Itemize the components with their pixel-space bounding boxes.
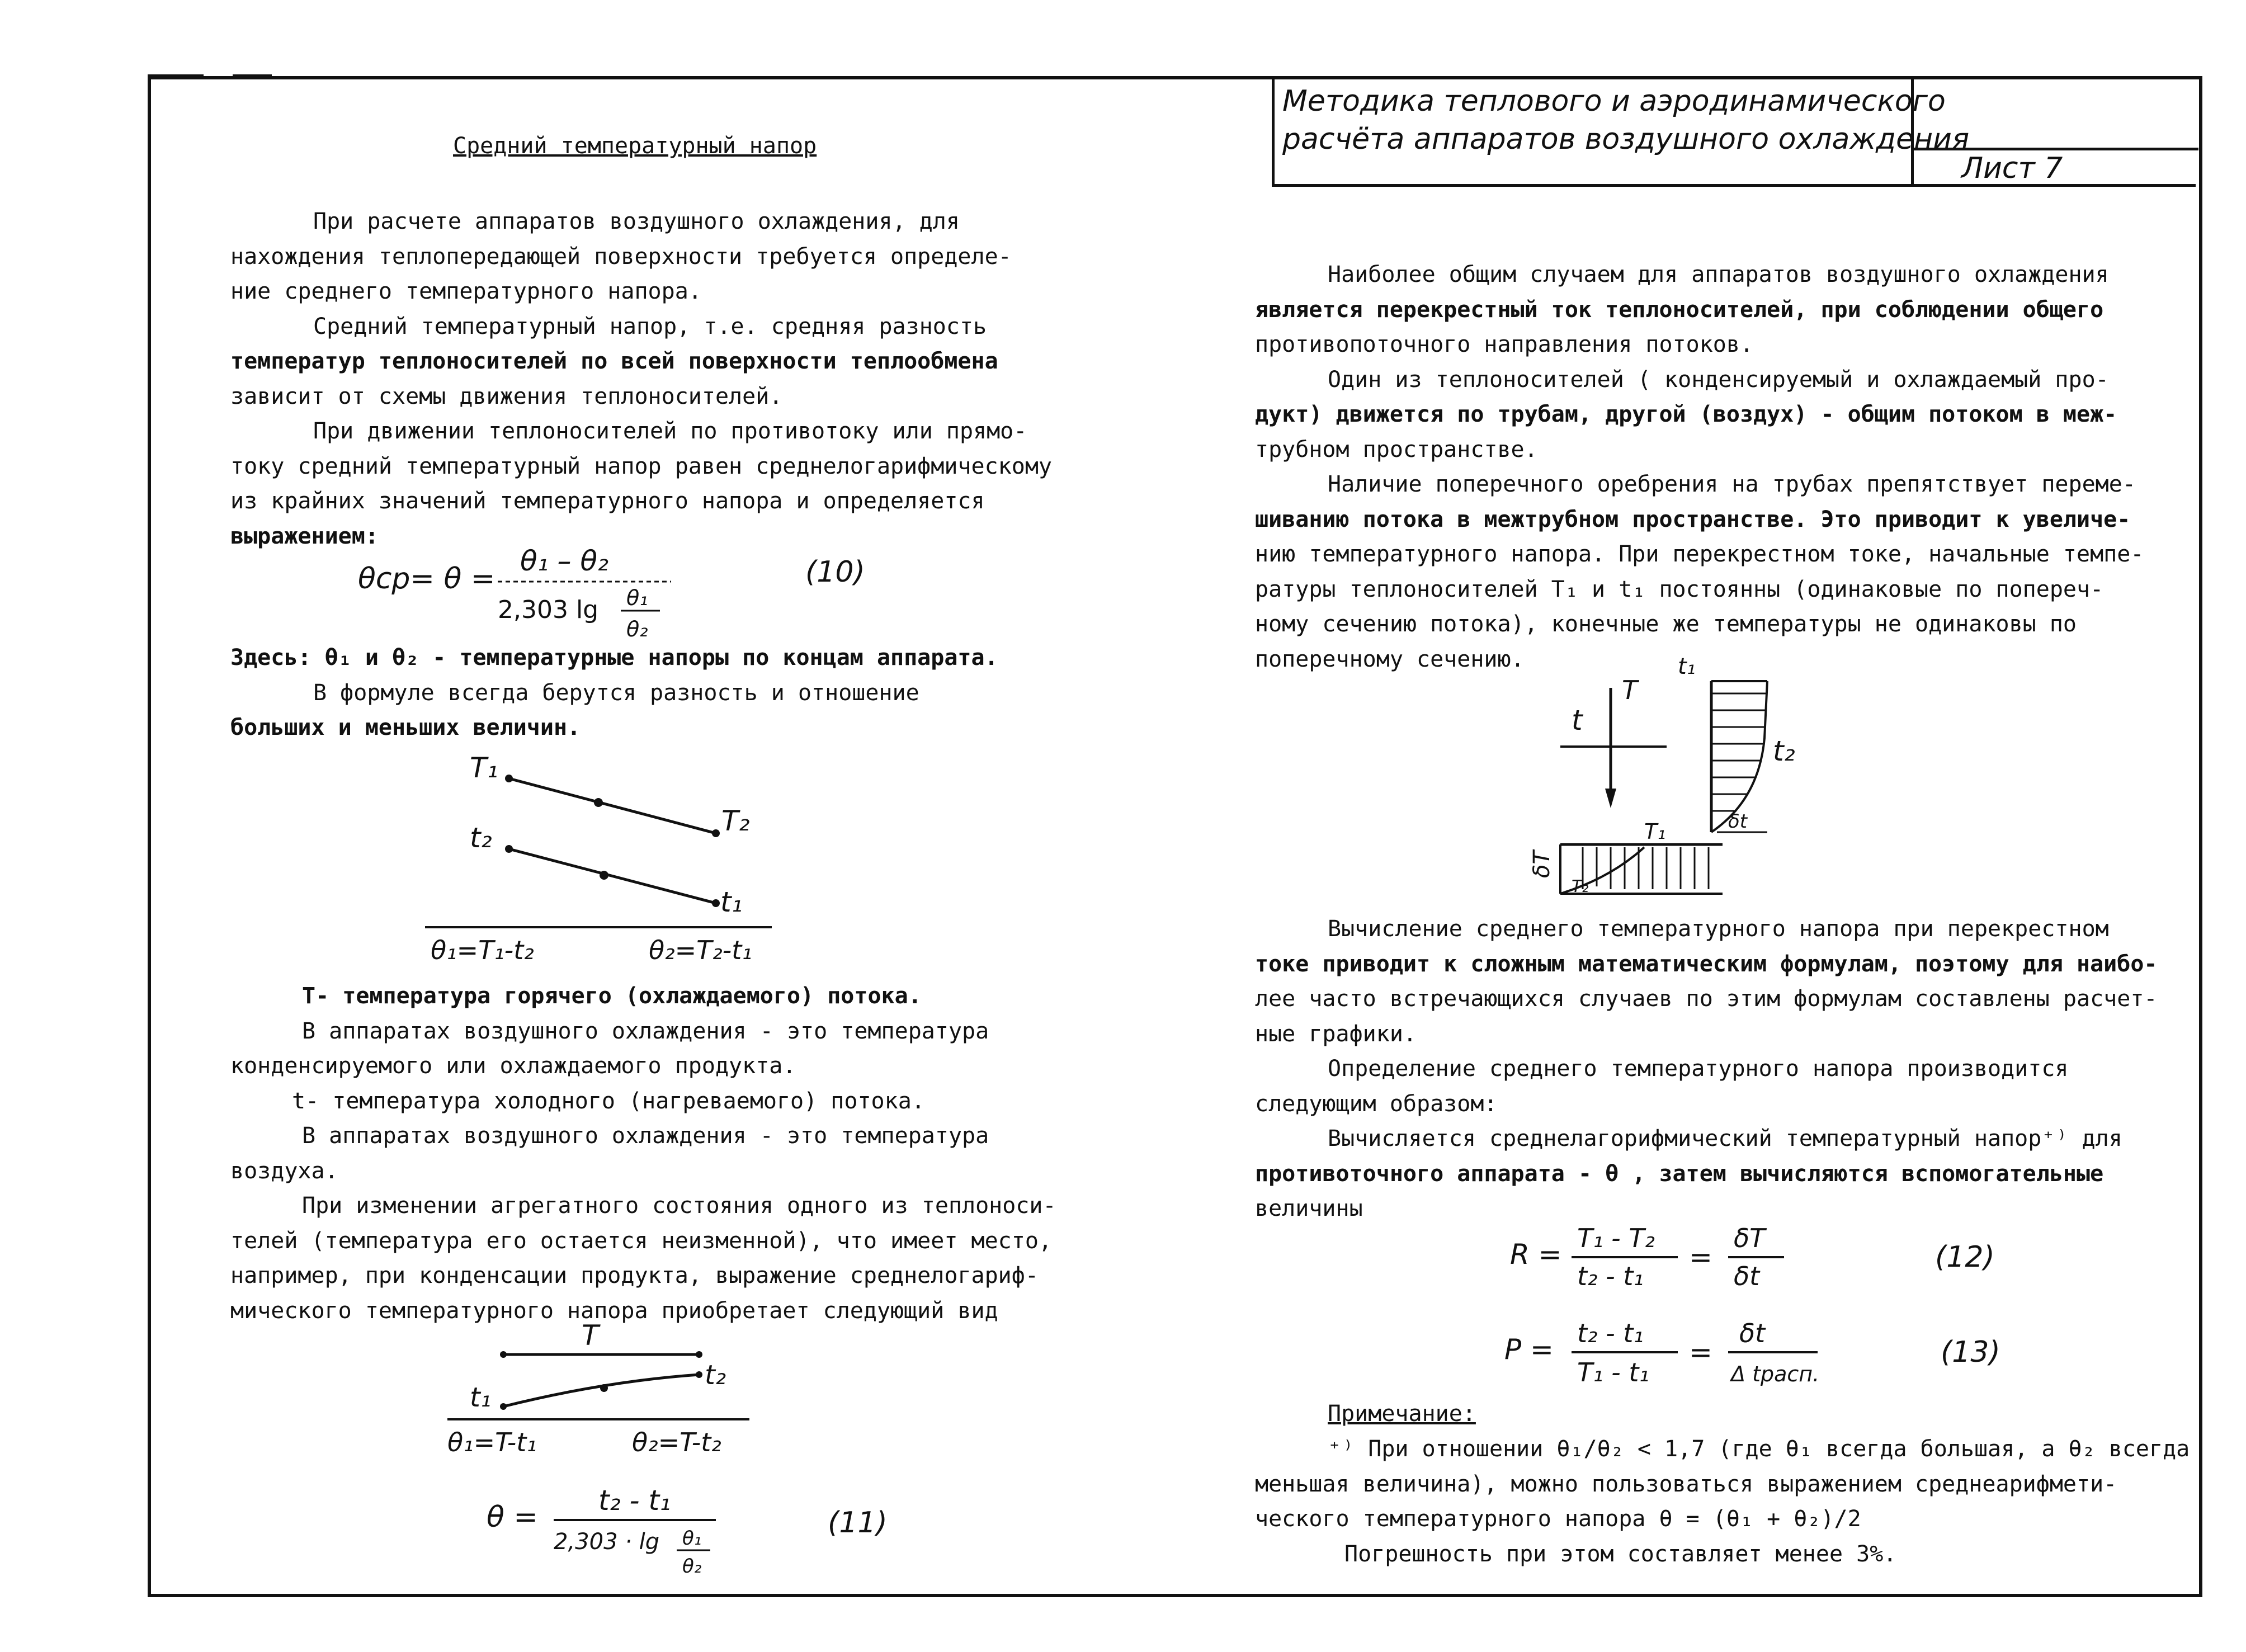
svg-text:t₂ - t₁: t₂ - t₁ — [598, 1484, 671, 1517]
svg-text:T₁: T₁ — [470, 752, 498, 784]
svg-text:δt: δt — [1734, 1261, 1760, 1291]
figure-crossflow — [1476, 654, 1834, 912]
left-text-block-3: Т- температура горячего (охлаждаемого) потока. В аппаратах воздушного охлаждения - это температура конденсируемого или охлаждаемого продукта. t- температура холодного (нагреваемого) потока. В аппаратах воздушного охлаждения - это температура воздуха. При изменении агрегатного состояния одного из теплоноси- телей (температура его остается неизменной), что имеет место, например, при конденсации продукта, выражение среднелогариф- мического температурного напора приобретает следующий вид — [230, 983, 1056, 1324]
svg-text:t₂ - t₁: t₂ - t₁ — [1577, 1318, 1644, 1348]
formula-11 — [481, 1476, 928, 1583]
svg-text:T₁ - T₂: T₁ - T₂ — [1577, 1223, 1655, 1253]
svg-text:θср= θ =: θср= θ = — [358, 562, 496, 596]
svg-text:t₁: t₁ — [1678, 654, 1696, 679]
svg-text:T₂: T₂ — [1572, 877, 1589, 896]
svg-text:T: T — [582, 1320, 599, 1352]
svg-text:T₂: T₂ — [721, 805, 750, 837]
svg-text:R =: R = — [1510, 1238, 1562, 1271]
left-text-block-2: Здесь: θ₁ и θ₂ - температурные напоры по концам аппарата. В формуле всегда берутся разность и отношение больших и меньших величин. — [230, 645, 998, 740]
svg-text:=: = — [1689, 1336, 1712, 1368]
svg-text:t: t — [1572, 704, 1583, 737]
svg-text:θ₁=T₁-t₂: θ₁=T₁-t₂ — [431, 935, 534, 965]
figure-condensation — [436, 1320, 783, 1476]
svg-text:θ₂: θ₂ — [682, 1555, 702, 1578]
svg-text:2,303 lg: 2,303 lg — [498, 596, 599, 624]
title-line-1: Методика теплового и аэродинамического — [1282, 84, 1946, 118]
svg-text:(12): (12) — [1935, 1240, 1995, 1274]
formula-10 — [347, 537, 906, 649]
svg-text:t₂: t₂ — [705, 1360, 726, 1391]
svg-text:θ₁=T-t₁: θ₁=T-t₁ — [447, 1427, 537, 1457]
svg-text:P =: P = — [1504, 1333, 1554, 1366]
left-text-block-1: При расчете аппаратов воздушного охлаждения, для нахождения теплопередающей поверхности требуется определе- ние среднего температурного напора. Средний температурный напор, т.е. средняя разность температур теплоносителей по всей поверхности теплообмена зависит от схемы движения теплоносителей. При движении теплоносителей по противотоку или прямо- току средний температурный напор равен среднелогарифмическому из крайних значений температурного напора и определяется выражением: — [230, 209, 1053, 549]
svg-text:t₁: t₁ — [720, 886, 743, 918]
svg-text:t₂: t₂ — [470, 822, 492, 854]
svg-text:2,303 · lg: 2,303 · lg — [554, 1529, 660, 1555]
svg-text:θ₁ – θ₂: θ₁ – θ₂ — [520, 545, 609, 577]
svg-text:δT: δT — [1734, 1223, 1766, 1253]
sheet-number: Лист 7 — [1961, 152, 2063, 185]
svg-text:δt: δt — [1728, 810, 1748, 833]
svg-text:Δ tрасп.: Δ tрасп. — [1731, 1362, 1820, 1386]
svg-text:(11): (11) — [828, 1506, 888, 1540]
svg-text:θ₂: θ₂ — [626, 617, 648, 641]
svg-text:t₁: t₁ — [470, 1382, 492, 1413]
svg-text:θ₂=T-t₂: θ₂=T-t₂ — [632, 1427, 721, 1457]
svg-text:δT: δT — [1529, 851, 1555, 878]
svg-text:(10): (10) — [805, 555, 865, 589]
svg-text:T₁ - t₁: T₁ - t₁ — [1577, 1357, 1649, 1387]
right-text-block-2: Вычисление среднего температурного напора при перекрестном токе приводит к сложным математическим формулам, поэтому для наибо- лее часто встречающихся случаев по этим формулам составлены расчет- ные графики. Определение среднего температурного напора производится следующим образом: Вычисляется среднелагорифмический температурный напор⁺⁾ для противоточного аппарата - θ , затем вычисляются вспомогательные величины — [1255, 916, 2158, 1221]
svg-text:θ₂=T₂-t₁: θ₂=T₂-t₁ — [649, 935, 752, 965]
svg-text:θ =: θ = — [487, 1500, 538, 1534]
svg-text:θ₁: θ₁ — [626, 586, 648, 610]
svg-text:t₂ - t₁: t₂ - t₁ — [1577, 1261, 1644, 1291]
formula-13 — [1504, 1309, 2008, 1398]
figure-counterflow — [414, 744, 805, 979]
svg-text:(13): (13) — [1941, 1335, 2000, 1369]
formula-12 — [1510, 1214, 2013, 1297]
svg-text:T₁: T₁ — [1644, 819, 1666, 844]
page-title: Средний температурный напор — [453, 133, 817, 159]
right-text-block-1: Наиболее общим случаем для аппаратов воздушного охлаждения является перекрестный ток теплоносителей, при соблюдении общего противопоточного направления потоков. Один из теплоносителей ( конденсируемый и охлаждаемый про- дукт) движется по трубам, другой (воздух) - общим потоком в меж- трубном пространстве. Наличие поперечного оребрения на трубах препятствует переме- шиванию потока в межтрубном пространстве. Это приводит к увеличе- нию температурного напора. При перекрестном токе, начальные темпе- ратуры теплоносителей T₁ и t₁ постоянны (одинаковые по попереч- ному сечению потока), конечные же температуры не одинаковы по поперечному сечению. — [1255, 262, 2144, 672]
svg-text:δt: δt — [1739, 1318, 1766, 1348]
right-note-block: ⁺⁾ При отношении θ₁/θ₂ < 1,7 (где θ₁ всегда большая, а θ₂ всегда меньшая величина), можно пользоваться выражением среднеарифмети- ческого температурного напора θ = (θ₁ + θ₂)/2 Погрешность при этом составляет менее 3%. — [1255, 1436, 2190, 1567]
svg-text:θ₁: θ₁ — [682, 1527, 702, 1550]
svg-text:t₂: t₂ — [1773, 735, 1795, 767]
title-block — [1272, 76, 2196, 187]
note-label: Примечание: — [1328, 1401, 1476, 1427]
svg-text:=: = — [1689, 1241, 1712, 1273]
title-line-2: расчёта аппаратов воздушного охлаждения — [1282, 122, 1970, 156]
svg-text:T: T — [1622, 675, 1638, 705]
